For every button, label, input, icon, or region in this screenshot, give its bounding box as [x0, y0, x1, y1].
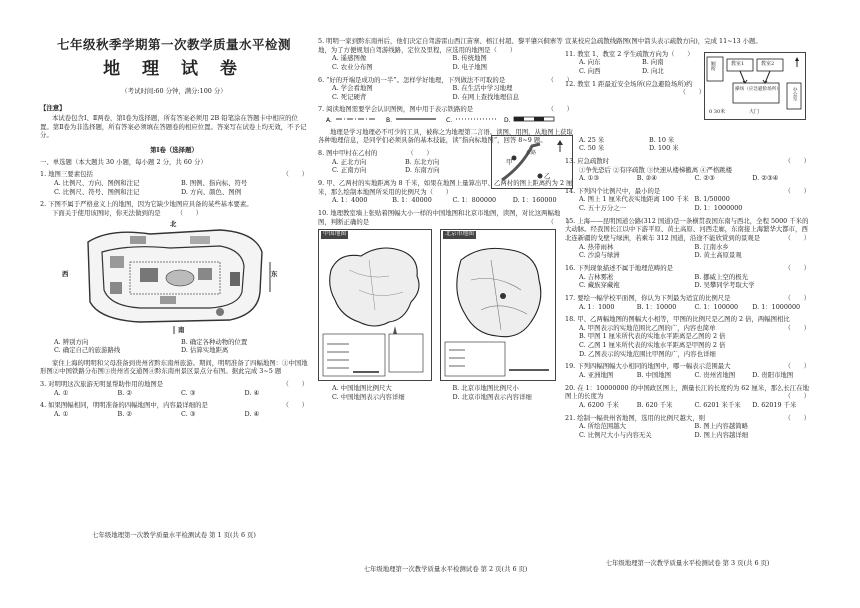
- svg-text:D.: D.: [504, 117, 511, 125]
- office-label: 办公室: [792, 86, 798, 101]
- option: A. 辨别方向: [54, 337, 89, 346]
- question-18: 18. 甲、乙两幅地图的图幅大小相等，甲图的比例尺是乙图的 2 倍，两幅图相比 （ ） A. 甲图表示的实地范围比乙图的广，内容也简单 B. 甲图 1 厘米所代表的实地水平距离是乙图的 2 倍 C. 乙图 1 厘米所代表的实地水平距离是甲图的 2 倍 D. 乙图表示的实地范围比甲图的广，内容也详细: [565, 315, 810, 358]
- map-pair: [318, 229, 573, 381]
- section-intro: 一、单选题（本大题共 30 小题，每小题 2 分，共 60 分）: [40, 157, 207, 166]
- question-2: 2. 下图不属于严格意义上的地图，因为它缺少地图应具备的某些基本要素。 下面关于使用该图时，你无法做到的是 （ ） 北 西 东 南 A. 辨别方向 B. 确定各种动物的位置 C. 确定自己的旅游路线 D. 估算实地距离: [40, 200, 308, 355]
- question-21: 21. 绘制一幅贵州省地图，选用的比例尺越大，则 （ ） A. 所绘范围越大 B. 图上内容越简略 C. 比例尺大小与内容无关 D. 图上内容越详细: [565, 413, 810, 439]
- question-3: 3. 对明明这次旅游无明显帮助作用的地图是 （ ） A. ① B. ② C. ③ D. ④: [40, 380, 308, 397]
- zoo-map-drawing: [70, 219, 280, 334]
- road-label: 公路: [526, 150, 537, 157]
- evacuation-figure: [704, 52, 806, 120]
- svg-text:B.: B.: [386, 117, 393, 125]
- notice-heading: 【注意】: [40, 104, 66, 113]
- playground-label: 操场（应急避险场所）: [735, 86, 781, 92]
- q11-12-block: [565, 50, 810, 122]
- option: A. 比例尺、方向、图例和注记: [54, 178, 140, 187]
- svg-text:A.: A.: [326, 117, 332, 125]
- page-footer-1: 七年级地理第一次教学质量水平检测试卷 第 1 页(共 6 页): [92, 531, 256, 540]
- beijing-map: [440, 229, 556, 381]
- option: B. 确定各种动物的位置: [181, 337, 248, 346]
- china-map-title: 中国地图: [323, 231, 347, 238]
- room1-label: 教室1: [731, 60, 745, 67]
- map-north-label: 北: [170, 219, 177, 228]
- question-19: 19. 下列四幅图幅大小相同的地图中，哪一幅表示范围最大 （ ） A. 亚洲地图 B. 中国地图 C. 贵州省地图 D. 贵阳市地图: [565, 362, 810, 380]
- option: D. 估算实地距离: [181, 346, 229, 355]
- question-12-options: A. 25 米 B. 10 米 C. 50 米 D. 100 米: [579, 135, 679, 153]
- question-11: 11. 教室 1、教室 2 学生疏散方向为（ ） A. 向东 B. 向南 C. 向西 D. 向北: [565, 49, 694, 75]
- page-3: [565, 0, 810, 608]
- legend-symbols: [318, 114, 558, 124]
- question-17: 17. 要绘一幅学校平面图，你认为下列最为适宜的比例尺是 （ ） A. 1：1000 B. 1：10000 C. 1：100000 D. 1：1000000: [565, 293, 810, 311]
- page-footer-2: 七年级地理第一次教学质量水平检测试卷 第 2 页(共 6 页): [363, 565, 528, 574]
- page-footer-3: 七年级地理第一次教学质量水平检测试卷 第 3 页(共 6 页): [605, 559, 770, 568]
- question-10-options: A. 中国地图比例尺大 B. 北京市地图比例尺小 C. 中国地图表示内容详细 D. 北京市地图表示内容详细: [332, 384, 532, 401]
- scale-label: 0 30米: [709, 108, 726, 115]
- q8-q9-block: [318, 149, 573, 181]
- zoo-map: [62, 219, 280, 334]
- gate-label: 大门: [749, 108, 760, 115]
- option: C. 比例尺、符号、图例和注记: [54, 187, 140, 196]
- china-map: [318, 229, 432, 381]
- question-8: 8. 图中甲村在乙村的 （ ） A. 正北方向 B. 东北方向 C. 正南方向 D. 东南方向: [318, 149, 440, 175]
- question-16: 16. 下列现象描述不属于地理范畴的是 （ ） A. 吉林雾凇 B. 挪威上空的极光 C. 藏族穿藏袍 D. 吴攀同学考取大学: [565, 263, 810, 290]
- question-6: 6. “好的开端是成功的一半”。怎样学好地理，下列做法不可取的是 （ ） A. 学会看地图 B. 在生活中学习地理 C. 死记硬背 D. 在网上查找地理信息: [318, 75, 573, 101]
- passage-3-5: 家住上海的明明和父母准备到贵州省黔东南州旅游。期间，明明准备了四幅地图：①中国地形图②中国铁路分布图③贵州省交通图④黔东南州景区景点分布图。据此完成 3~5 题: [40, 358, 308, 376]
- question-15: 15. 上海——昆明国道公路(312 国道)是一条横贯我国东南与西北，全程 5000 千米的大动脉。经我国长江以中下游平原、黄土高原、河西走廊，东南接上海繁华大都市，西北连新疆的戈壁与绿洲，若乘车 312 国道，沿途不能欣赏到的景观是 （ ） A. 热带雨林 B. 江南水乡 C. 沙漠与绿洲 D. 黄土高原景观: [565, 216, 810, 260]
- room2-label: 教室2: [761, 60, 775, 67]
- svg-text:C.: C.: [446, 117, 453, 125]
- question-7: 7. 阅读地图需要学会认识图例，图中用于表示铁路的是 （ ） A. B. C. D.: [318, 105, 573, 125]
- map-east-label: 东: [271, 269, 278, 278]
- map-west-label: 西: [62, 269, 69, 278]
- map-south-label: 南: [178, 325, 185, 334]
- question-13: 13. 应急疏散时 （ ） ①争先恐后 ②有序疏散 ③快速从楼梯撤离 ④严格跳楼 A. ①③ B. ②④ C. ②③ D. ②③④: [565, 156, 810, 183]
- village-yi-label: 乙: [544, 172, 551, 181]
- notice-text: 本试卷包含Ⅰ、Ⅱ两卷，第Ⅰ卷为选择题，所有答案必须用 2B 铅笔涂在答题卡中相应的位置。第Ⅱ卷为非选择题，所有答案必须填在答题卷的相应位置。答案写在试卷上均无效，不予记分。: [40, 114, 307, 140]
- question-20: 20. 在 1：10000000 的中国政区图上，测量长江的长度约为 62 厘米，那么长江在地图上的长度为 （ ） A. 6200 千米 B. 620 千米 C. 6201 米千米 D. 62019 千米: [565, 383, 810, 409]
- village-jia-label: 甲: [506, 158, 513, 167]
- question-10: 10. 地理教室墙上张贴着图幅大小一样的中国地图和北京市地图，读图，对比这两幅地图，判断正确的是 （ ）: [318, 208, 573, 226]
- passage-8-9: 地理是学习地理必不可少的工具，被称之为地理第二言语。读图，用图，从地图上获取各种地理信息，是同学们必须具备的基本技能，读“指向标地图”，回答 8~9 题。: [318, 127, 573, 145]
- question-5: 5. 明明一家到黔东南州后，他们决定自驾游雷山西江苗寨、榕江村超、黎平肇兴侗寨等地，为了方便规划自驾游线路，定位及里程，应选用的地图是（ ） A. 遥感图像 B. 传统地图 C. 农业分布图 D. 电子地图: [318, 37, 563, 71]
- question-1: 1. 地图三要素包括 （ ） A. 比例尺、方向、图例和注记 B. 图例、指向标、符号 C. 比例尺、符号、图例和注记 D. 方向、颜色、图例: [40, 170, 308, 196]
- option: C. 确定自己的旅游路线: [54, 346, 121, 355]
- beijing-map-title: 北京市地图: [445, 231, 474, 238]
- q11-13-intro: 宣某校应急疏散线路图(图中箭头表示疏散方向)，完成 11~13 小题。: [565, 37, 762, 45]
- option: D. 方向、颜色、图例: [181, 187, 242, 196]
- toilet-label: 厕所: [709, 60, 716, 71]
- question-14: 14. 下列四个比例尺中，最小的是 （ ） A. 图上 1 厘米代表实地距离 100 千米 B. 1/50000 C. 五十万分之一 D. 1：1000000: [565, 186, 810, 213]
- page-1: [40, 0, 308, 608]
- exam-meta: （考试时间:60 分钟，满分:100 分）: [121, 86, 227, 95]
- question-4: 4. 如果图幅相同，明明准备的四幅地图中，内容最详细的是 （ ） A. ① B. ② C. ③ D. ④: [40, 401, 308, 418]
- question-12: 12. 教室 1 距最近安全场所(应急避险场所)约 （ ）: [565, 79, 705, 97]
- section-title: 第Ⅰ卷（选择题）: [150, 146, 198, 155]
- village-figure: [491, 135, 573, 189]
- question-9: 9. 甲、乙两村的实地距离为 8 千米，如果在地图上量算出甲、乙两村的图上距离约为 2 厘米，那么绘制本地图所采用的比例尺为（ ） A. 1：4000 B. 1：40000 C. 1：800000 D. 1：160000: [318, 178, 573, 205]
- exam-title: 七年级秋季学期第一次教学质量水平检测: [56, 37, 291, 52]
- page-2: [318, 0, 573, 608]
- exam-subtitle: 地 理 试 卷: [103, 58, 245, 79]
- option: B. 图例、指向标、符号: [181, 178, 248, 187]
